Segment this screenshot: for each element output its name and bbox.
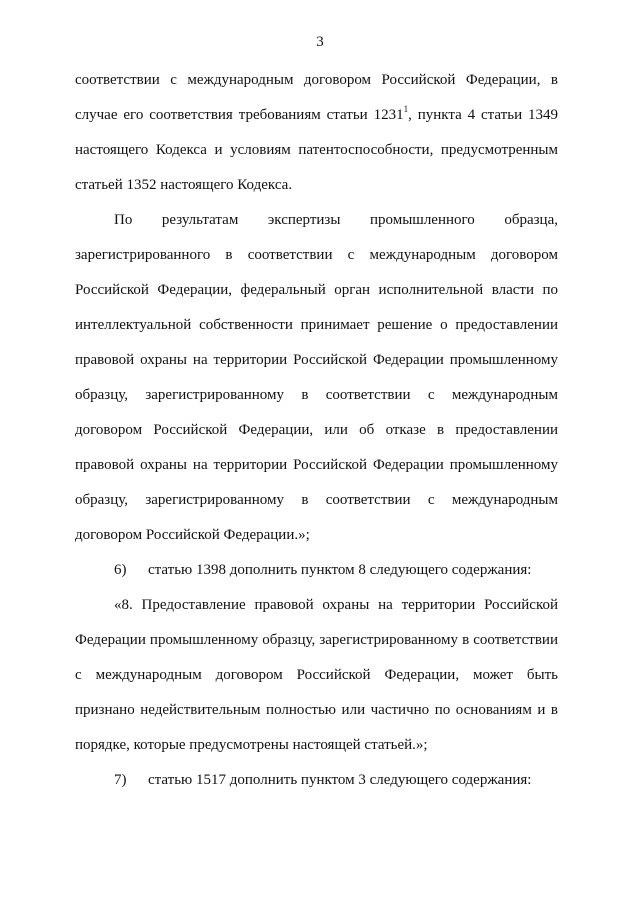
paragraph-2-line-8: правовой охраны на территории Российской Федерации промышленному	[75, 457, 558, 473]
paragraph-1-line-2-start: случае его соответствия требованиям статьи 1231	[75, 107, 404, 123]
paragraph-3-line-5: порядке, которые предусмотрены настоящей статьей.»;	[75, 737, 428, 753]
paragraph-2-line-2: зарегистрированного в соответствии с международным договором	[75, 247, 558, 263]
paragraph-3-line-1: «8. Предоставление правовой охраны на территории Российской	[114, 597, 558, 613]
page-number: 3	[316, 34, 324, 50]
paragraph-3-line-2: Федерации промышленному образцу, зарегистрированному в соответствии	[75, 632, 558, 648]
paragraph-3-line-3: с международным договором Российской Федерации, может быть	[75, 667, 558, 683]
item-7-text: статью 1517 дополнить пунктом 3 следующего содержания:	[148, 772, 532, 788]
paragraph-2-line-9: образцу, зарегистрированному в соответствии с международным	[75, 492, 558, 508]
paragraph-2-line-1: По результатам экспертизы промышленного образца,	[114, 212, 558, 228]
paragraph-2-line-10: договором Российской Федерации.»;	[75, 527, 310, 543]
paragraph-1-line-2	[75, 105, 558, 125]
paragraph-1-line-3: настоящего Кодекса и условиям патентоспособности, предусмотренным	[75, 142, 558, 158]
paragraph-1-line-4: статьей 1352 настоящего Кодекса.	[75, 177, 293, 193]
item-7-number: 7)	[114, 772, 127, 788]
paragraph-2-line-6: образцу, зарегистрированному в соответствии с международным	[75, 387, 558, 403]
paragraph-1-line-1: соответствии с международным договором Российской Федерации, в	[75, 72, 558, 88]
superscript-number: 1	[403, 104, 409, 114]
paragraph-2-line-3: Российской Федерации, федеральный орган исполнительной власти по	[75, 282, 558, 298]
paragraph-3-line-4: признано недействительным полностью или частично по основаниям и в	[75, 702, 558, 718]
paragraph-1-line-2-end: , пункта 4 статьи 1349	[408, 107, 558, 123]
item-6-number: 6)	[114, 562, 127, 578]
paragraph-2-line-7: договором Российской Федерации, или об отказе в предоставлении	[75, 422, 558, 438]
item-6-text: статью 1398 дополнить пунктом 8 следующего содержания:	[148, 562, 532, 578]
paragraph-2-line-5: правовой охраны на территории Российской Федерации промышленному	[75, 352, 558, 368]
paragraph-2-line-4: интеллектуальной собственности принимает решение о предоставлении	[75, 317, 558, 333]
